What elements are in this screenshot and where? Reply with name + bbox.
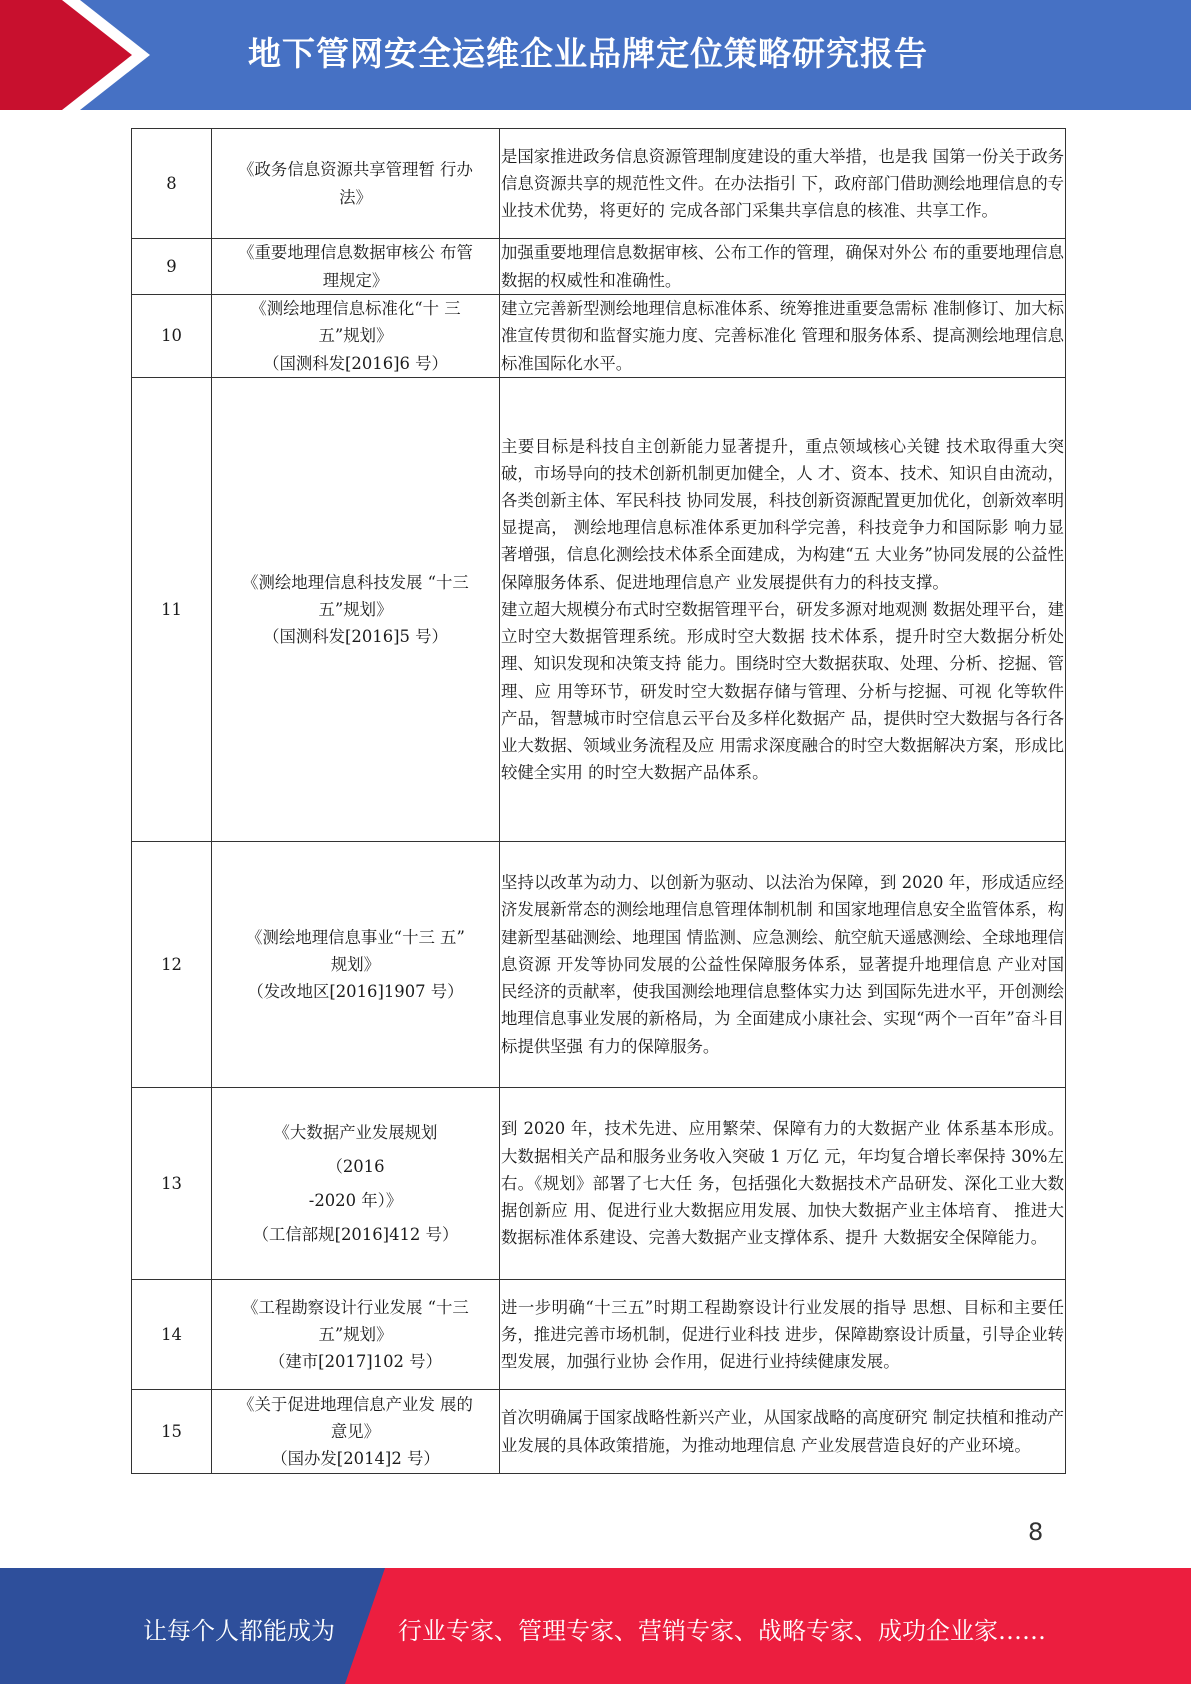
policy-name-line: 《工程勘察设计行业发展 “十三: [242, 1297, 469, 1317]
policy-name: [212, 239, 500, 295]
row-number: 15: [132, 1390, 212, 1474]
policy-name-line: 五”规划》: [318, 599, 393, 619]
policy-name-line: 《关于促进地理信息产业发 展的: [238, 1394, 473, 1414]
policy-name-line: 《测绘地理信息标准化“十 三: [250, 299, 461, 319]
policy-name-line: （建市[2017]102 号）: [269, 1352, 442, 1372]
policy-name-line: 《测绘地理信息科技发展 “十三: [242, 572, 469, 592]
row-number: 10: [132, 295, 212, 378]
description-paragraph: 进一步明确“十三五”时期工程勘察设计行业发展的指导 思想、目标和主要任务，推进完善市场机制，促进行业科技 进步，保障勘察设计质量，引导企业转型发展，加强行业协 会作用，促进行业持续健康发展。: [501, 1297, 1064, 1372]
policy-name-line: （工信部规[2016]412 号）: [252, 1224, 459, 1244]
policy-name: [212, 1390, 500, 1474]
policy-description: [500, 1280, 1066, 1390]
report-title: 地下管网安全运维企业品牌定位策略研究报告: [248, 34, 928, 73]
policy-description: [500, 129, 1066, 239]
description-paragraph: 建立完善新型测绘地理信息标准体系、统筹推进重要急需标 准制修订、加大标准宣传贯彻和监督实施力度、完善标准化 管理和服务体系、提高测绘地理信息标准国际化水平。: [501, 299, 1064, 373]
policy-description: [500, 239, 1066, 295]
page-number: 8: [1028, 1518, 1044, 1546]
policy-name: [212, 129, 500, 239]
policy-description: [500, 842, 1066, 1088]
policy-description: [500, 378, 1066, 842]
row-number: 13: [132, 1088, 212, 1280]
table-row: [132, 1088, 1066, 1280]
table-row: [132, 129, 1066, 239]
policy-table: [131, 128, 1066, 1474]
policy-name-line: 五”规划》: [318, 326, 393, 346]
header-red-arrow-icon: [0, 0, 132, 110]
description-paragraph: 主要目标是科技自主创新能力显著提升，重点领域核心关键 技术取得重大突破，市场导向的技术创新机制更加健全，人 才、资本、技术、知识自由流动，各类创新主体、军民科技 协同发展，科技创新资源配置更加优化，创新效率明显提高， 测绘地理信息标准体系更加科学完善，科技竞争力和国际影 响力显著增强，信息化测绘技术体系全面建成，为构建“五 大业务”协同发展的公益性保障服务体系、促进地理信息产 业发展提供有力的科技支撑。: [501, 436, 1064, 592]
description-paragraph: 加强重要地理信息数据审核、公布工作的管理，确保对外公 布的重要地理信息数据的权威性和准确性。: [501, 243, 1064, 290]
policy-name-line: 《重要地理信息数据审核公 布管: [238, 243, 473, 263]
policy-name-line: 理规定》: [322, 270, 389, 290]
row-number: 11: [132, 378, 212, 842]
policy-description: [500, 1088, 1066, 1280]
policy-name-line: （国测科发[2016]5 号）: [263, 627, 448, 647]
row-number: 9: [132, 239, 212, 295]
description-paragraph: 到 2020 年，技术先进、应用繁荣、保障有力的大数据产业 体系基本形成。大数据相关产品和服务业务收入突破 1 万亿 元，年均复合增长率保持 30%左右。《规划》部署了七大任 务，包括强化大数据技术产品研发、深化工业大数据创新应 用、促进行业大数据应用发展、加快大数据产业主体培育、 推进大数据标准体系建设、完善大数据产业支撑体系、提升 大数据安全保障能力。: [501, 1119, 1064, 1248]
policy-description: [500, 1390, 1066, 1474]
policy-name-line: （2016: [326, 1156, 385, 1176]
policy-name-line: 《大数据产业发展规划: [273, 1122, 438, 1142]
footer-slogan-left: 让每个人都能成为: [143, 1617, 335, 1645]
policy-description: [500, 295, 1066, 378]
description-paragraph: 是国家推进政务信息资源管理制度建设的重大举措，也是我 国第一份关于政务信息资源共享的规范性文件。在办法指引 下，政府部门借助测绘地理信息的专业技术优势，将更好的 完成各部门采集共享信息的核准、共享工作。: [501, 146, 1064, 221]
policy-name-line: （发改地区[2016]1907 号）: [247, 982, 464, 1002]
policy-name-line: （国办发[2014]2 号）: [271, 1449, 440, 1469]
policy-name-line: 法》: [339, 187, 372, 207]
row-number: 8: [132, 129, 212, 239]
table-row: [132, 842, 1066, 1088]
policy-name: [212, 842, 500, 1088]
row-number: 12: [132, 842, 212, 1088]
description-paragraph: 坚持以改革为动力、以创新为驱动、以法治为保障，到 2020 年，形成适应经济发展新常态的测绘地理信息管理体制机制 和国家地理信息安全监管体系，构建新型基础测绘、地理国 情监测、应急测绘、航空航天遥感测绘、全球地理信息资源 开发等协同发展的公益性保障服务体系，显著提升地理信息 产业对国民经济的贡献率，使我国测绘地理信息整体实力达 到国际先进水平，开创测绘地理信息事业发展的新格局，为 全面建成小康社会、实现“两个一百年”奋斗目标提供坚强 有力的保障服务。: [501, 873, 1064, 1056]
policy-table-body: [132, 129, 1066, 1474]
policy-name-line: 规划》: [330, 954, 381, 974]
policy-name-line: -2020 年）》: [308, 1190, 403, 1210]
description-paragraph: 建立超大规模分布式时空数据管理平台，研发多源对地观测 数据处理平台，建立时空大数据管理系统。形成时空大数据 技术体系，提升时空大数据分析处理、知识发现和决策支持 能力。围绕时空大数据获取、处理、分析、挖掘、管理、应 用等环节，研发时空大数据存储与管理、分析与挖掘、可视 化等软件产品，智慧城市时空信息云平台及多样化数据产 品，提供时空大数据与各行各业大数据、领域业务流程及应 用需求深度融合的时空大数据解决方案，形成比较健全实用 的时空大数据产品体系。: [501, 599, 1064, 783]
footer-banner: [0, 1568, 1191, 1684]
table-row: [132, 239, 1066, 295]
policy-name-line: 意见》: [330, 1421, 381, 1441]
policy-name: [212, 295, 500, 378]
policy-name: [212, 1088, 500, 1280]
policy-name: [212, 1280, 500, 1390]
table-row: [132, 378, 1066, 842]
table-row: [132, 295, 1066, 378]
table-row: [132, 1390, 1066, 1474]
row-number: 14: [132, 1280, 212, 1390]
header-banner: [0, 0, 1191, 110]
policy-name-line: 《测绘地理信息事业“十三 五”: [246, 927, 465, 947]
policy-name-line: （国测科发[2016]6 号）: [263, 353, 448, 373]
table-row: [132, 1280, 1066, 1390]
policy-name-line: 《政务信息资源共享管理暂 行办: [238, 160, 473, 180]
policy-name-line: 五”规划》: [318, 1324, 393, 1344]
policy-name: [212, 378, 500, 842]
footer-slogan-right: 行业专家、管理专家、营销专家、战略专家、成功企业家……: [398, 1617, 1046, 1645]
description-paragraph: 首次明确属于国家战略性新兴产业，从国家战略的高度研究 制定扶植和推动产业发展的具体政策措施，为推动地理信息 产业发展营造良好的产业环境。: [501, 1408, 1064, 1455]
